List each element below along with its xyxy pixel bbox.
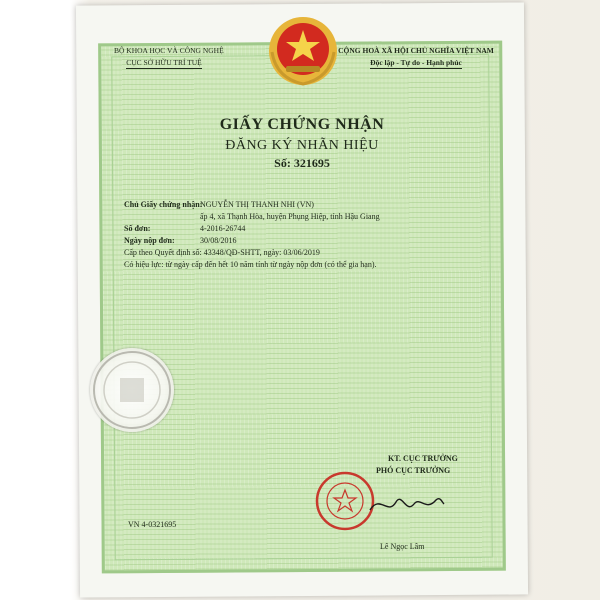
hologram-stamp-icon	[90, 348, 174, 432]
application-number-value: 4-2016-26744	[200, 224, 246, 233]
office-name	[114, 58, 214, 67]
signatory-name: Lê Ngọc Lâm	[380, 542, 425, 551]
office-label: CỤC SỞ HỮU TRÍ TUỆ	[126, 58, 202, 67]
ministry-name: BỘ KHOA HỌC VÀ CÔNG NGHỆ	[114, 46, 224, 55]
signatory-title: PHÓ CỤC TRƯỞNG	[376, 466, 451, 475]
certificate-title: GIẤY CHỨNG NHẬN	[219, 116, 385, 133]
owner-value: NGUYỄN THỊ THANH NHI (VN)	[200, 200, 314, 209]
national-emblem-icon	[266, 14, 340, 88]
certificate-subtitle: ĐĂNG KÝ NHÃN HIỆU	[225, 138, 379, 153]
certificate-number: Số: 321695	[274, 156, 330, 170]
motto-label: Độc lập - Tự do - Hạnh phúc	[370, 58, 462, 67]
filing-date-label: Ngày nộp đơn:	[124, 236, 175, 245]
owner-label: Chủ Giấy chứng nhận:	[124, 200, 203, 209]
signatory-role: KT. CỤC TRƯỞNG	[388, 454, 458, 463]
validity-text: Có hiệu lực: từ ngày cấp đến hết 10 năm tính từ ngày nộp đơn (có thể gia hạn).	[124, 260, 377, 269]
application-number-label: Số đơn:	[124, 224, 151, 233]
country-name: CỘNG HOÀ XÃ HỘI CHỦ NGHĨA VIỆT NAM	[338, 46, 494, 55]
hologram-stamp	[90, 348, 174, 432]
motto	[330, 58, 502, 67]
decision-text: Cấp theo Quyết định số: 43348/QĐ-SHTT, ngày: 03/06/2019	[124, 248, 320, 257]
filing-date-value: 30/08/2016	[200, 236, 237, 245]
address-value: ấp 4, xã Thạnh Hòa, huyện Phụng Hiệp, tỉnh Hậu Giang	[200, 212, 380, 221]
serial-number: VN 4-0321695	[128, 520, 177, 529]
handwritten-signature	[366, 488, 446, 520]
